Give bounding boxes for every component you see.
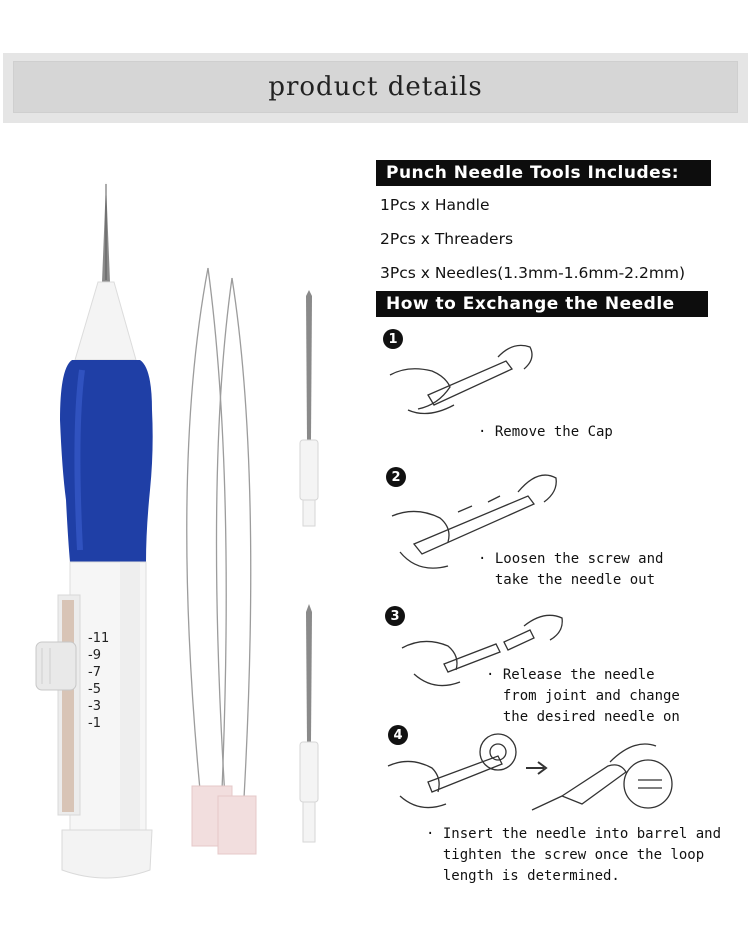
- include-item: 1Pcs x Handle: [380, 196, 490, 214]
- punch-needle-handle: [36, 182, 153, 878]
- step-1-sketch: [388, 335, 538, 420]
- threader-tags: [192, 786, 256, 854]
- exchange-header: How to Exchange the Needle: [376, 291, 708, 317]
- banner-box: [13, 61, 738, 113]
- step-3-text: · Release the needle from joint and change the desired needle on: [486, 667, 680, 725]
- scale-mark: -3: [88, 699, 101, 714]
- product-illustration: [0, 170, 370, 900]
- step-3-number: 3: [385, 606, 405, 626]
- handle-scale: [88, 630, 109, 732]
- include-item: 2Pcs x Threaders: [380, 230, 514, 248]
- threaders: [187, 268, 251, 798]
- scale-mark: -7: [88, 665, 101, 680]
- banner: [3, 53, 748, 123]
- needle-top: [300, 290, 318, 526]
- scale-mark: -5: [88, 682, 101, 697]
- step-2-text: · Loosen the screw and take the needle out: [478, 551, 664, 588]
- includes-header: Punch Needle Tools Includes:: [376, 160, 711, 186]
- scale-mark: -11: [88, 631, 110, 646]
- include-item: 3Pcs x Needles(1.3mm-1.6mm-2.2mm): [380, 264, 686, 282]
- scale-mark: -1: [88, 716, 101, 731]
- banner-title: product details: [268, 72, 483, 102]
- step-1-number: 1: [383, 329, 403, 349]
- step-2-number: 2: [386, 467, 406, 487]
- step-4-number: 4: [388, 725, 408, 745]
- step-4-sketch: [386, 722, 726, 822]
- needle-bottom: [300, 604, 318, 842]
- step-4-text: · Insert the needle into barrel and tighten the screw once the loop length is determined.: [426, 826, 722, 884]
- step-1-text: · Remove the Cap: [478, 424, 613, 440]
- scale-mark: -9: [88, 648, 101, 663]
